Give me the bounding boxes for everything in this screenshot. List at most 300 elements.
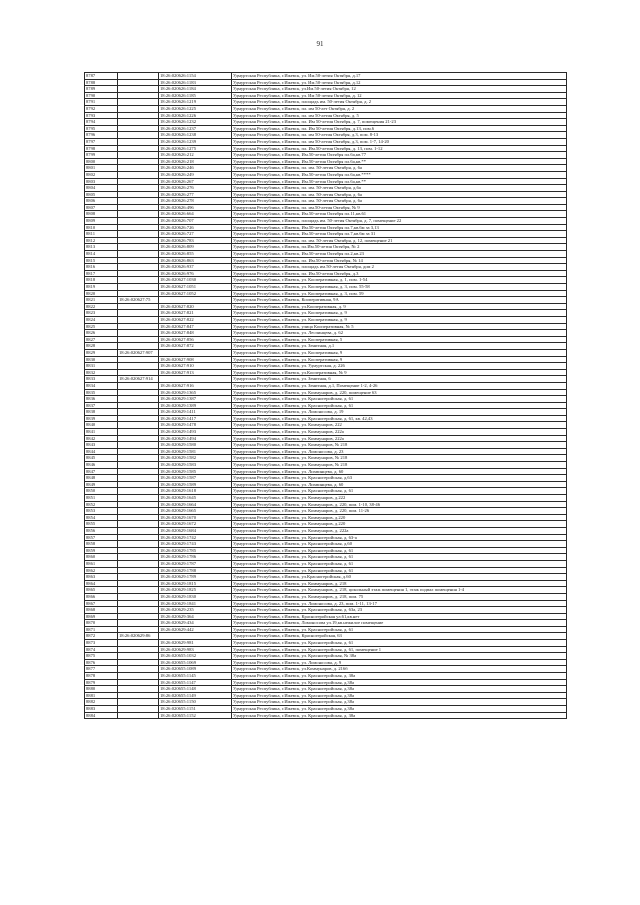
parcel-number-cell (118, 626, 159, 633)
address-cell: Удмуртская Республика, г.Ижевск, ул. Красногеройская, д. 61 (232, 640, 567, 647)
parcel-number-cell (118, 218, 159, 225)
table-row (85, 382, 567, 389)
cadastral-number-cell: 18:26:020626:277 (159, 191, 232, 198)
address-cell: Удмуртская Республика, г.Ижевск, ул. Им 50-летия Октября, д. 12 (232, 92, 567, 99)
parcel-number-cell (118, 145, 159, 152)
table-row (85, 396, 567, 403)
address-cell: Удмуртская Республика, г.Ижевск, Ломоносова ул.19,кв.нежилое помещение (232, 620, 567, 627)
row-number-cell: 8849 (85, 481, 118, 488)
row-number-cell: 8859 (85, 547, 118, 554)
cadastral-number-cell: 18:26:020626:496 (159, 204, 232, 211)
address-cell: Удмуртская Республика, г.Ижевск, ул. Красногеройская, д. 61, помещение 1 (232, 646, 567, 653)
address-cell: Удмуртская Республика, г.Ижевск, ул. Коммунаров, д. 218 (232, 580, 567, 587)
table-row (85, 686, 567, 693)
parcel-number-cell (118, 481, 159, 488)
table-row (85, 402, 567, 409)
address-cell: Удмуртская Республика, г.Ижевск, пл. им. 50-летия Октября, д. 12, помещение 21 (232, 237, 567, 244)
parcel-number-cell (118, 527, 159, 534)
table-row (85, 508, 567, 515)
parcel-number-cell (118, 613, 159, 620)
row-number-cell: 8857 (85, 534, 118, 541)
cadastral-number-cell: 18:26:020629:1417 (159, 415, 232, 422)
cadastral-number-cell: 18:26:020629:1587 (159, 475, 232, 482)
row-number-cell: 8790 (85, 92, 118, 99)
cadastral-number-cell: 18:26:020655:1152 (159, 712, 232, 719)
cadastral-number-cell: 18:26:020626:1184 (159, 86, 232, 93)
table-row (85, 224, 567, 231)
row-number-cell: 8824 (85, 316, 118, 323)
cadastral-number-cell: 18:26:020627:913 (159, 369, 232, 376)
cadastral-number-cell: 18:26:020626:727 (159, 231, 232, 238)
cadastral-number-cell: 18:26:020655:1147 (159, 679, 232, 686)
cadastral-number-cell: 18:26:020629:1618 (159, 488, 232, 495)
cadastral-number-cell: 18:26:020629:1478 (159, 422, 232, 429)
table-row (85, 626, 567, 633)
table-row (85, 165, 567, 172)
table-row (85, 363, 567, 370)
address-cell: Удмуртская Республика, г.Ижевск, ул.Им.50-летия Октября, 12 (232, 86, 567, 93)
cadastral-number-cell: 18:26:020629:1684 (159, 527, 232, 534)
address-cell: Удмуртская Республика, г.Ижевск, ул. Коммунаров, д. 220, пом. 1-10, 38-46 (232, 501, 567, 508)
parcel-number-cell (118, 574, 159, 581)
row-number-cell: 8838 (85, 409, 118, 416)
row-number-cell: 8858 (85, 541, 118, 548)
row-number-cell: 8850 (85, 488, 118, 495)
row-number-cell: 8795 (85, 125, 118, 132)
address-cell: Удмуртская Республика, г.Ижевск, ул. Красногеройская, д.38а (232, 679, 567, 686)
cadastral-number-cell: 18:26:020626:1154 (159, 73, 232, 80)
parcel-number-cell (118, 290, 159, 297)
table-row (85, 567, 567, 574)
row-number-cell: 8800 (85, 158, 118, 165)
table-row (85, 587, 567, 594)
parcel-number-cell (118, 659, 159, 666)
row-number-cell: 8841 (85, 429, 118, 436)
parcel-number-cell (118, 92, 159, 99)
table-row (85, 171, 567, 178)
address-cell: Удмуртская Республика, г.Ижевск, ул. Ломоносова, д. 19 (232, 409, 567, 416)
cadastral-number-cell: 18:26:020655:1151 (159, 706, 232, 713)
table-row (85, 415, 567, 422)
parcel-number-cell (118, 251, 159, 258)
cadastral-number-cell: 18:26:020629:1582 (159, 455, 232, 462)
address-cell: Удмуртская Республика, г.Ижевск, ул.Красногеройская, д.60 (232, 574, 567, 581)
row-number-cell: 8844 (85, 448, 118, 455)
cadastral-number-cell: 18:26:020626:1183 (159, 79, 232, 86)
address-cell: Удмуртская Республика, г.Ижевск, ул. Красногеройская, д. 63а, 23 (232, 607, 567, 614)
cadastral-number-cell: 18:26:020629:235 (159, 607, 232, 614)
address-cell: Удмуртская Республика, г.Ижевск, ул. Кооперативная, д. 3, пом. 55-58 (232, 284, 567, 291)
parcel-number-cell (118, 125, 159, 132)
table-row (85, 99, 567, 106)
row-number-cell: 8866 (85, 593, 118, 600)
table-row (85, 607, 567, 614)
parcel-number-cell (118, 560, 159, 567)
table-row (85, 554, 567, 561)
row-number-cell: 8801 (85, 165, 118, 172)
table-row (85, 389, 567, 396)
cadastral-number-cell: 18:26:020629:1581 (159, 448, 232, 455)
row-number-cell: 8880 (85, 686, 118, 693)
row-number-cell: 8851 (85, 495, 118, 502)
address-cell: Удмуртская Республика, г.Ижевск, площадь им.50-летия Октября, дом 2 (232, 264, 567, 271)
cadastral-number-cell: 18:26:020626:1185 (159, 92, 232, 99)
parcel-number-cell (118, 554, 159, 561)
row-number-cell: 8877 (85, 666, 118, 673)
parcel-number-cell (118, 508, 159, 515)
cadastral-number-cell: 18:26:020626:855 (159, 251, 232, 258)
row-number-cell: 8840 (85, 422, 118, 429)
parcel-number-cell (118, 330, 159, 337)
cadastral-number-cell: 18:26:020629:364 (159, 613, 232, 620)
address-cell: Удмуртская Республика, г.Ижевск, ул. Коммунаров, д.220 (232, 521, 567, 528)
address-cell: Удмуртская Республика, г.Ижевск, ул. Коммунаров, д. 220, пом. 11-26 (232, 508, 567, 515)
cadastral-number-cell: 18:26:020627:822 (159, 316, 232, 323)
parcel-number-cell (118, 211, 159, 218)
row-number-cell: 8803 (85, 178, 118, 185)
parcel-number-cell (118, 191, 159, 198)
table-row (85, 297, 567, 304)
address-cell: Удмуртская Республика, г.Ижевск, пл. Им 50-летия Октября, д.13, пом.6 (232, 125, 567, 132)
cadastral-number-cell: 18:26:020629:1580 (159, 442, 232, 449)
table-row (85, 158, 567, 165)
table-row (85, 336, 567, 343)
table-row (85, 501, 567, 508)
parcel-number-cell (118, 165, 159, 172)
table-row (85, 534, 567, 541)
parcel-number-cell (118, 152, 159, 159)
parcel-number-cell (118, 620, 159, 627)
cadastral-number-cell: 18:26:020629:1493 (159, 429, 232, 436)
table-row (85, 310, 567, 317)
cadastral-number-cell: 18:26:020626:976 (159, 270, 232, 277)
cadastral-number-cell: 18:26:020629:1665 (159, 508, 232, 515)
row-number-cell: 8811 (85, 231, 118, 238)
address-cell: Удмуртская Республика, г.Ижевск, ул. Коммунаров, № 218 (232, 455, 567, 462)
address-cell: Удмуртская Республика, г.Ижевск, Красногеройская, 63 (232, 633, 567, 640)
row-number-cell: 8798 (85, 145, 118, 152)
address-cell: Удмуртская Республика, г.Ижевск, ул. Ломоносова, д. 23 (232, 448, 567, 455)
cadastral-number-cell: 18:26:020629:1494 (159, 435, 232, 442)
parcel-number-cell (118, 567, 159, 574)
parcel-number-cell (118, 409, 159, 416)
table-row (85, 475, 567, 482)
parcel-number-cell (118, 640, 159, 647)
parcel-number-cell (118, 666, 159, 673)
address-cell: Удмуртская Республика, г.Ижевск, пл. им. 50-летия Октября, д. 6а (232, 198, 567, 205)
row-number-cell: 8870 (85, 620, 118, 627)
address-cell: Удмуртская Республика, г.Ижевск, ул. Красногеройская, д. 63-а (232, 534, 567, 541)
address-cell: Удмуртская Республика, г.Ижевск, пл. им 50-летия Октября, д. 5 (232, 112, 567, 119)
table-row (85, 284, 567, 291)
address-cell: Удмуртская Республика, г.Ижевск, Им.50-летия Октября пл.6а,кв.** (232, 178, 567, 185)
row-number-cell: 8878 (85, 673, 118, 680)
cadastral-number-cell: 18:26:020629:1785 (159, 547, 232, 554)
parcel-number-cell (118, 224, 159, 231)
parcel-number-cell (118, 422, 159, 429)
parcel-number-cell (118, 73, 159, 80)
row-number-cell: 8874 (85, 646, 118, 653)
row-number-cell: 8853 (85, 508, 118, 515)
address-cell: Удмуртская Республика, г.Ижевск, улица Кооперативная, № 5 (232, 323, 567, 330)
address-cell: Удмуртская Республика, г.Ижевск, ул. Удмуртская, д. 226 (232, 363, 567, 370)
table-row (85, 593, 567, 600)
row-number-cell: 8846 (85, 462, 118, 469)
row-number-cell: 8809 (85, 218, 118, 225)
address-cell: Удмуртская Республика, г.Ижевск, ул. Красногеройская, д. 61 (232, 560, 567, 567)
parcel-number-cell (118, 673, 159, 680)
cadastral-number-cell: 18:26:020627:910 (159, 363, 232, 370)
row-number-cell: 8810 (85, 224, 118, 231)
cadastral-number-cell: 18:26:020629:1743 (159, 541, 232, 548)
address-cell: Удмуртская Республика, г.Ижевск, Им.50-летия Октября пл.7,кв.6м за 3,13 (232, 224, 567, 231)
table-row (85, 251, 567, 258)
table-row (85, 343, 567, 350)
cadastral-number-cell: 18:26:020626:707 (159, 218, 232, 225)
parcel-number-cell (118, 284, 159, 291)
cadastral-number-cell: 18:26:020655:1069 (159, 659, 232, 666)
parcel-number-cell (118, 382, 159, 389)
address-cell: Удмуртская Республика, г.Ижевск, ул. Красногеройская, д. 61 (232, 396, 567, 403)
table-row (85, 560, 567, 567)
cadastral-number-cell (159, 349, 232, 356)
row-number-cell: 8831 (85, 363, 118, 370)
row-number-cell: 8823 (85, 310, 118, 317)
cadastral-number-cell: 18:26:020627:821 (159, 310, 232, 317)
address-cell: Удмуртская Республика, г.Ижевск, Им.50-летия Октября пл.7,кв.6м за 31 (232, 231, 567, 238)
cadastral-number-cell: 18:26:020626:1232 (159, 119, 232, 126)
address-cell: Удмуртская Республика, г.Ижевск, ул. Зенитная, 6 (232, 376, 567, 383)
cadastral-number-cell: 18:26:020627:1052 (159, 290, 232, 297)
parcel-number-cell (118, 204, 159, 211)
cadastral-number-cell (159, 376, 232, 383)
cadastral-number-cell: 18:26:020629:1825 (159, 587, 232, 594)
address-cell: Удмуртская Республика, г.Ижевск, ул. Красногеройская, д. 61 (232, 626, 567, 633)
cadastral-table (84, 72, 567, 719)
table-row (85, 646, 567, 653)
parcel-number-cell (118, 369, 159, 376)
table-row (85, 86, 567, 93)
cadastral-number-cell: 18:26:020629:1830 (159, 593, 232, 600)
table-row (85, 442, 567, 449)
cadastral-number-cell: 18:26:020626:246 (159, 165, 232, 172)
cadastral-number-cell: 18:26:020629:1788 (159, 567, 232, 574)
parcel-number-cell (118, 607, 159, 614)
table-row (85, 640, 567, 647)
row-number-cell: 8794 (85, 119, 118, 126)
cadastral-number-cell: 18:26:020655:1145 (159, 673, 232, 680)
parcel-number-cell (118, 646, 159, 653)
row-number-cell: 8825 (85, 323, 118, 330)
row-number-cell: 8839 (85, 415, 118, 422)
cadastral-number-cell: 18:26:020627:916 (159, 382, 232, 389)
table-row (85, 218, 567, 225)
cadastral-number-cell: 18:26:020626:249 (159, 171, 232, 178)
parcel-number-cell (118, 270, 159, 277)
row-number-cell: 8863 (85, 574, 118, 581)
table-row (85, 79, 567, 86)
cadastral-number-cell: 18:26:020655:1149 (159, 692, 232, 699)
address-cell: Удмуртская Республика, г.Ижевск, Красногеройская ул.61,кв.нет (232, 613, 567, 620)
address-cell: Удмуртская Республика, г.Ижевск, ул. Лихвинцева, д. 60 (232, 481, 567, 488)
row-number-cell: 8819 (85, 284, 118, 291)
cadastral-number-cell: 18:26:020655:1032 (159, 653, 232, 660)
row-number-cell: 8872 (85, 633, 118, 640)
cadastral-number-cell: 18:26:020626:1275 (159, 145, 232, 152)
cadastral-number-cell (159, 633, 232, 640)
table-row (85, 198, 567, 205)
address-cell: Удмуртская Республика, г.Ижевск, ул. Им.50-летия Октября, д.17 (232, 73, 567, 80)
parcel-number-cell (118, 514, 159, 521)
cadastral-number-cell: 18:26:020629:442 (159, 626, 232, 633)
parcel-number-cell (118, 580, 159, 587)
row-number-cell: 8861 (85, 560, 118, 567)
parcel-number-cell (118, 495, 159, 502)
address-cell: Удмуртская Республика, г.Ижевск, ул. Коммунаров, 222а (232, 429, 567, 436)
parcel-number-cell (118, 264, 159, 271)
table-row (85, 409, 567, 416)
row-number-cell: 8842 (85, 435, 118, 442)
address-cell: Удмуртская Республика, г.Ижевск, ул. Красногеройская, д.60 (232, 541, 567, 548)
table-row (85, 73, 567, 80)
parcel-number-cell: 18:26:020627:75 (118, 297, 159, 304)
address-cell: Удмуртская Республика, г.Ижевск, ул. Кооперативная, д. 9 (232, 310, 567, 317)
table-row (85, 270, 567, 277)
cadastral-number-cell: 18:26:020626:278 (159, 198, 232, 205)
parcel-number-cell (118, 488, 159, 495)
cadastral-number-cell: 18:26:020629:1585 (159, 468, 232, 475)
table-row (85, 204, 567, 211)
cadastral-number-cell: 18:26:020627:847 (159, 323, 232, 330)
parcel-number-cell (118, 310, 159, 317)
parcel-number-cell (118, 712, 159, 719)
address-cell: Удмуртская Республика, г.Ижевск, пл. им. 50-летия Октября, д. 6а (232, 191, 567, 198)
address-cell: Удмуртская Республика, г.Ижевск, ул. Им.50-летия Октября, д.12 (232, 79, 567, 86)
row-number-cell: 8817 (85, 270, 118, 277)
table-row (85, 429, 567, 436)
row-number-cell: 8873 (85, 640, 118, 647)
cadastral-number-cell: 18:26:020629:1389 (159, 402, 232, 409)
row-number-cell: 8865 (85, 587, 118, 594)
address-cell: Удмуртская Республика, г.Ижевск, ул. Красногеройская, д. 61 (232, 402, 567, 409)
table-row (85, 211, 567, 218)
address-cell: Удмуртская Республика, г.Ижевск, площадь им. 50-летия Октября, д. 7, помещение 22 (232, 218, 567, 225)
cadastral-number-cell: 18:26:020626:1237 (159, 125, 232, 132)
address-cell: Удмуртская Республика, г.Ижевск, пл. им 50-летия Октября, д.3, пом. 1-7, 14-20 (232, 138, 567, 145)
address-cell: Удмуртская Республика, г.Ижевск, ул. Кооперативная, 9 (232, 356, 567, 363)
row-number-cell: 8883 (85, 706, 118, 713)
parcel-number-cell (118, 442, 159, 449)
row-number-cell: 8802 (85, 171, 118, 178)
address-cell: Удмуртская Республика, г.Ижевск, ул.Коммунаров, д. 216б (232, 666, 567, 673)
parcel-number-cell (118, 198, 159, 205)
cadastral-number-cell: 18:26:020629:434 (159, 620, 232, 627)
table-row (85, 138, 567, 145)
table-row (85, 448, 567, 455)
cadastral-number-cell: 18:26:020629:1664 (159, 501, 232, 508)
table-row (85, 580, 567, 587)
address-cell: Удмуртская Республика, г.Ижевск, ул.Кооперативная, д. 9 (232, 303, 567, 310)
cadastral-number-cell: 18:26:020627:856 (159, 336, 232, 343)
address-cell: Удмуртская Республика, г.Ижевск, Им.50-летия Октября пл.6а,кв.**** (232, 171, 567, 178)
address-cell: Удмуртская Республика, г.Ижевск, ул. Лихвинцева, д. 60 (232, 468, 567, 475)
page-number: 91 (316, 40, 324, 48)
row-number-cell: 8854 (85, 514, 118, 521)
table-row (85, 666, 567, 673)
parcel-number-cell (118, 547, 159, 554)
address-cell: Удмуртская Республика, г.Ижевск, ул. Красногеройская, № 38а (232, 653, 567, 660)
table-row (85, 435, 567, 442)
table-row (85, 92, 567, 99)
row-number-cell: 8867 (85, 600, 118, 607)
parcel-number-cell (118, 178, 159, 185)
table-row (85, 257, 567, 264)
parcel-number-cell (118, 356, 159, 363)
address-cell: Удмуртская Республика, г.Ижевск, пл. Им 50-летия Октября, д. 7, помещения 21-23 (232, 119, 567, 126)
address-cell: Удмуртская Республика, г.Ижевск, ул. Кооперативная, д. 1, пом. 1-54 (232, 277, 567, 284)
row-number-cell: 8796 (85, 132, 118, 139)
parcel-number-cell (118, 86, 159, 93)
parcel-number-cell (118, 600, 159, 607)
parcel-number-cell (118, 363, 159, 370)
parcel-number-cell (118, 679, 159, 686)
parcel-number-cell (118, 435, 159, 442)
parcel-number-cell (118, 132, 159, 139)
parcel-number-cell (118, 593, 159, 600)
row-number-cell: 8797 (85, 138, 118, 145)
row-number-cell: 8827 (85, 336, 118, 343)
table-row (85, 521, 567, 528)
cadastral-number-cell: 18:26:020626:726 (159, 224, 232, 231)
table-row (85, 349, 567, 356)
parcel-number-cell (118, 323, 159, 330)
row-number-cell: 8822 (85, 303, 118, 310)
table-row (85, 125, 567, 132)
cadastral-number-cell: 18:26:020629:1672 (159, 521, 232, 528)
parcel-number-cell (118, 257, 159, 264)
table-row (85, 468, 567, 475)
cadastral-number-cell: 18:26:020629:1742 (159, 534, 232, 541)
parcel-number-cell (118, 541, 159, 548)
parcel-number-cell (118, 396, 159, 403)
cadastral-number-cell: 18:26:020626:276 (159, 185, 232, 192)
parcel-number-cell: 18:26:020629:86 (118, 633, 159, 640)
cadastral-number-cell: 18:26:020626:664 (159, 211, 232, 218)
address-cell: Удмуртская Республика, г.Ижевск, ул. Красногеройская, д.38а (232, 699, 567, 706)
table-row (85, 356, 567, 363)
parcel-number-cell (118, 521, 159, 528)
address-cell: Удмуртская Республика, г.Ижевск, ул. Коммунаров, 222 (232, 422, 567, 429)
table-row (85, 244, 567, 251)
row-number-cell: 8814 (85, 251, 118, 258)
parcel-number-cell (118, 501, 159, 508)
parcel-number-cell (118, 587, 159, 594)
row-number-cell: 8799 (85, 152, 118, 159)
cadastral-number-cell: 18:26:020629:1815 (159, 580, 232, 587)
cadastral-number-cell: 18:26:020626:1225 (159, 105, 232, 112)
table-row (85, 132, 567, 139)
table-row (85, 481, 567, 488)
parcel-number-cell (118, 138, 159, 145)
row-number-cell: 8845 (85, 455, 118, 462)
table-row (85, 574, 567, 581)
cadastral-number-cell: 18:26:020626:937 (159, 264, 232, 271)
address-cell: Удмуртская Республика, г.Ижевск, ул. Красногеройская, д.38а (232, 706, 567, 713)
parcel-number-cell (118, 185, 159, 192)
row-number-cell: 8852 (85, 501, 118, 508)
table-row (85, 633, 567, 640)
cadastral-number-cell: 18:26:020655:1089 (159, 666, 232, 673)
